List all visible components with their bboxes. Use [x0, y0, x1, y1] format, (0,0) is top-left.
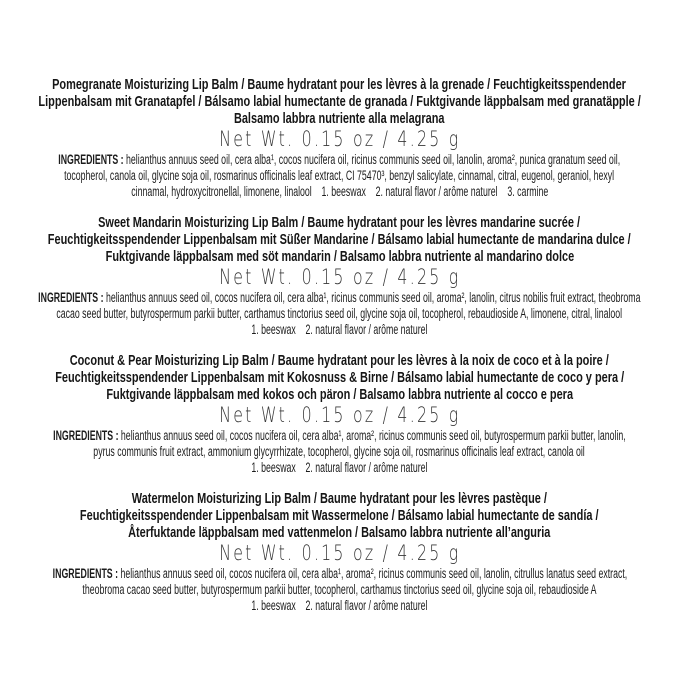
ingredients-footnotes-line: [0, 184, 679, 200]
net-weight-line: [0, 128, 679, 151]
product-title-text: Feuchtigkeitsspendender Lippenbalsam mit Süßer Mandarine / Bálsamo labial humectante de mandarina dulce /: [48, 231, 631, 248]
product-title-line: [0, 507, 679, 524]
product-block-watermelon: [0, 490, 679, 614]
ingredients-list-text: helianthus annuus seed oil, cocos nucifera oil, cera alba¹, aroma², ricinus communis seed oil, butyrospermum parkii butter, lanolin,: [118, 428, 626, 443]
ingredients-footnotes-line: [0, 322, 679, 338]
product-title-line: [0, 369, 679, 386]
ingredients-text: [59, 152, 621, 168]
ingredients-line: [0, 290, 679, 306]
product-title-text: Pomegranate Moisturizing Lip Balm / Baume hydratant pour les lèvres à la grenade / Feuchtigkeitsspendender: [52, 76, 627, 93]
ingredients-footnotes-text: 1. beeswax 2. natural flavor / arôme naturel: [251, 460, 428, 475]
product-title-line: [0, 352, 679, 369]
ingredients-line: [0, 444, 679, 460]
ingredients-footnotes-text: cinnamal, hydroxycitronellal, limonene, linalool 1. beeswax 2. natural flavor / arôme naturel 3. carmine: [130, 184, 549, 199]
ingredients-footnotes-line: [0, 598, 679, 614]
product-block-sweet-mandarin: [0, 214, 679, 338]
ingredients-label: INGREDIENTS :: [53, 428, 119, 443]
ingredients-list-text: theobroma cacao seed butter, butyrospermum parkii butter, tocopherol, carthamus tinctorius seed oil, glycine soja oil, rebaudioside A: [82, 582, 597, 597]
ingredients-line: [0, 582, 679, 598]
net-weight-line: [0, 542, 679, 565]
net-weight-text: Net Wt. 0.15 oz / 4.25 g: [218, 403, 461, 427]
ingredients-text: [53, 428, 626, 444]
product-title-line: [0, 110, 679, 127]
ingredients-footnotes-text: 1. beeswax 2. natural flavor / arôme naturel: [251, 598, 428, 613]
product-title-line: [0, 93, 679, 110]
ingredients-line: [0, 152, 679, 168]
ingredients-list-text: helianthus annuus seed oil, cera alba¹, cocos nucifera oil, ricinus communis seed oil, lanolin, aroma², punica granatum seed oil,: [123, 152, 621, 167]
product-title-text: Watermelon Moisturizing Lip Balm / Baume hydratant pour les lèvres pastèque /: [131, 490, 548, 507]
ingredients-text: [38, 290, 640, 306]
product-title-line: [0, 490, 679, 507]
product-title-text: Lippenbalsam mit Granatapfel / Bálsamo labial humectante de granada / Fuktgivande läppbalsam med granatäpple /: [38, 93, 641, 110]
product-title-line: [0, 214, 679, 231]
product-title-line: [0, 76, 679, 93]
ingredients-label: INGREDIENTS :: [58, 152, 124, 167]
ingredients-text: [52, 566, 627, 582]
ingredients-footnotes-text: 1. beeswax 2. natural flavor / arôme naturel: [251, 322, 428, 337]
ingredients-line: [0, 168, 679, 184]
ingredients-footnotes-line: [0, 460, 679, 476]
product-title-text: Fuktgivande läppbalsam med söt mandarin / Balsamo labbra nutriente al mandarino dolce: [105, 248, 574, 265]
ingredients-list-text: tocopherol, canola oil, glycine soja oil, rosmarinus officinalis leaf extract, CI 75470³, benzyl salicylate, cinnamal, citral, eugenol, geraniol, hexyl: [64, 168, 615, 183]
net-weight-text: Net Wt. 0.15 oz / 4.25 g: [218, 541, 461, 565]
product-title-line: [0, 524, 679, 541]
ingredients-list-text: pyrus communis fruit extract, ammonium glycyrrhizate, tocopherol, glycine soja oil, rosmarinus officinalis leaf extract, canola oil: [93, 444, 586, 459]
ingredients-list-text: helianthus annuus seed oil, cocos nucifera oil, cera alba¹, aroma², ricinus communis seed oil, lanolin, citrullus lanatus seed extract,: [117, 566, 627, 581]
ingredients-label: INGREDIENTS :: [52, 566, 118, 581]
ingredients-line: [0, 566, 679, 582]
product-title-text: Feuchtigkeitsspendender Lippenbalsam mit Kokosnuss & Birne / Bálsamo labial humectante de coco y pera /: [55, 369, 624, 386]
product-title-text: Coconut & Pear Moisturizing Lip Balm / Baume hydratant pour les lèvres à la noix de coco et à la poire /: [69, 352, 610, 369]
ingredients-label: INGREDIENTS :: [38, 290, 104, 305]
net-weight-text: Net Wt. 0.15 oz / 4.25 g: [218, 127, 461, 151]
product-title-text: Feuchtigkeitsspendender Lippenbalsam mit Wassermelone / Bálsamo labial humectante de sandía /: [80, 507, 599, 524]
product-title-line: [0, 386, 679, 403]
product-block-pomegranate: [0, 76, 679, 200]
product-title-text: Sweet Mandarin Moisturizing Lip Balm / Baume hydratant pour les lèvres mandarine sucrée /: [98, 214, 581, 231]
ingredients-line: [0, 306, 679, 322]
product-title-text: Balsamo labbra nutriente alla melagrana: [234, 110, 445, 127]
product-title-line: [0, 248, 679, 265]
product-title-line: [0, 231, 679, 248]
net-weight-line: [0, 404, 679, 427]
ingredients-line: [0, 428, 679, 444]
product-title-text: Fuktgivande läppbalsam med kokos och päron / Balsamo labbra nutriente al cocco e pera: [106, 386, 573, 403]
ingredients-list-text: helianthus annuus seed oil, cocos nucifera oil, cera alba¹, ricinus communis seed oil, aroma², lanolin, citrus nobilis fruit extract, theobroma: [103, 290, 641, 305]
product-block-coconut-pear: [0, 352, 679, 476]
net-weight-line: [0, 266, 679, 289]
ingredients-list-text: cacao seed butter, butyrospermum parkii butter, carthamus tinctorius seed oil, glycine soja oil, tocopherol, rebaudioside A, limonene, citral, linalool: [56, 306, 623, 321]
product-title-text: Återfuktande läppbalsam med vattenmelon / Balsamo labbra nutriente all’anguria: [128, 524, 551, 541]
net-weight-text: Net Wt. 0.15 oz / 4.25 g: [218, 265, 461, 289]
